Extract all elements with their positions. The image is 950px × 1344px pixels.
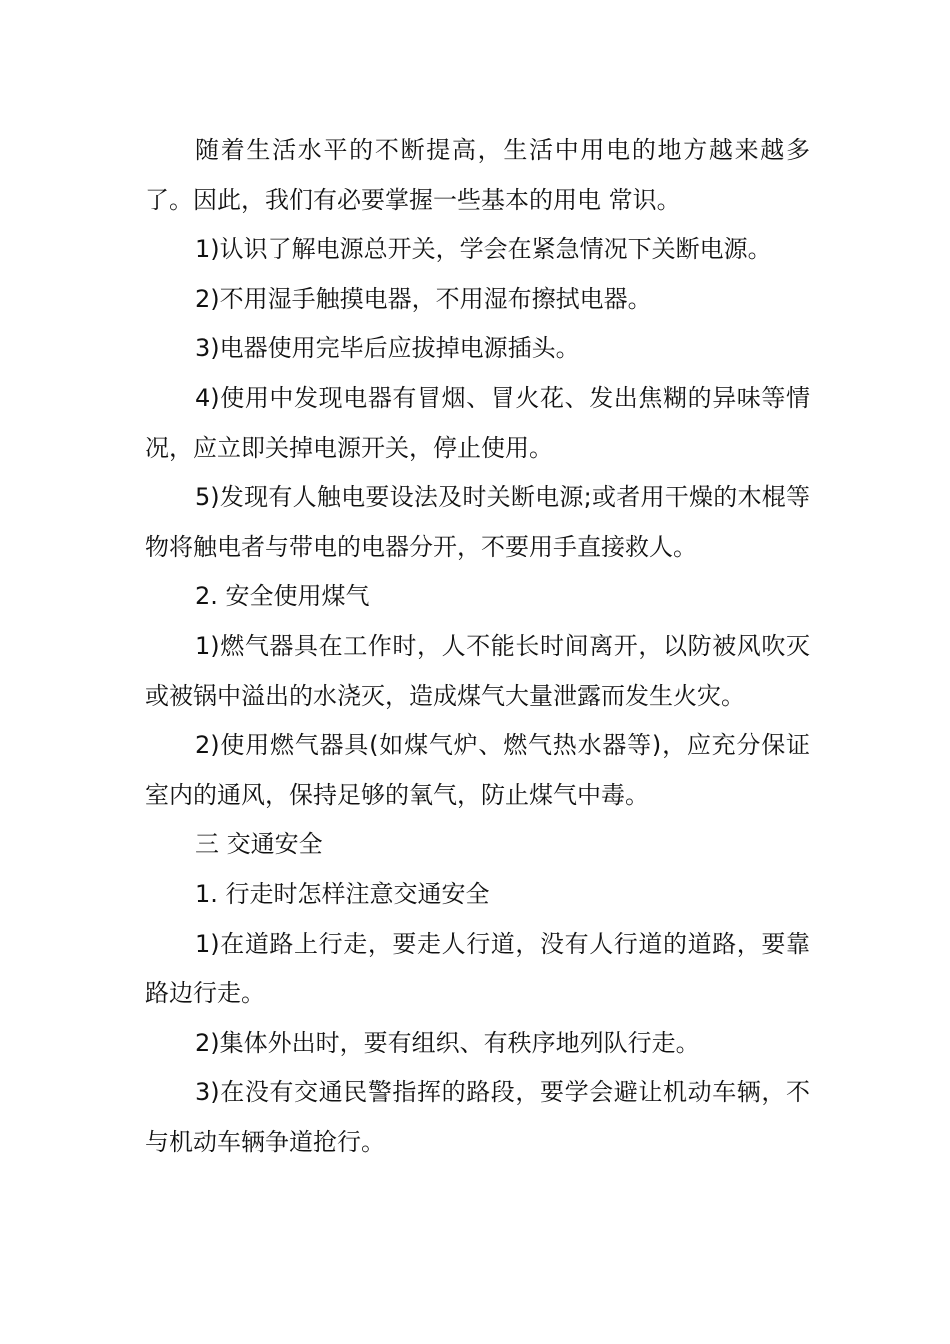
electric-tip-3: 3)电器使用完毕后应拔掉电源插头。 xyxy=(195,334,580,363)
electric-tip-2: 2)不用湿手触摸电器，不用湿布擦拭电器。 xyxy=(195,284,652,313)
electric-tip-4: 4)使用中发现电器有冒烟、冒火花、发出焦糊的异味等情况，应立即关掉电源开关，停止使用。 xyxy=(145,383,810,462)
electric-tip-1: 1)认识了解电源总开关，学会在紧急情况下关断电源。 xyxy=(195,235,772,264)
document-body xyxy=(145,126,810,1167)
intro-paragraph: 随着生活水平的不断提高，生活中用电的地方越来越多了。因此，我们有必要掌握一些基本的用电 常识。 xyxy=(145,136,810,214)
gas-tip-2: 2)使用燃气器具(如煤气炉、燃气热水器等)，应充分保证室内的通风，保持足够的氧气，防止煤气中毒。 xyxy=(145,731,810,809)
gas-safety-heading: 2. 安全使用煤气 xyxy=(195,582,370,611)
electric-tip-5: 5)发现有人触电要设法及时关断电源;或者用干燥的木棍等物将触电者与带电的电器分开，不要用手直接救人。 xyxy=(145,483,810,561)
gas-tip-1: 1)燃气器具在工作时，人不能长时间离开，以防被风吹灭或被锅中溢出的水浇灭，造成煤气大量泄露而发生火灾。 xyxy=(145,631,810,710)
walking-tip-2: 2)集体外出时，要有组织、有秩序地列队行走。 xyxy=(195,1028,700,1057)
walking-safety-heading: 1. 行走时怎样注意交通安全 xyxy=(195,879,490,908)
walking-tip-3: 3)在没有交通民警指挥的路段，要学会避让机动车辆，不与机动车辆争道抢行。 xyxy=(145,1078,810,1156)
walking-tip-1: 1)在道路上行走，要走人行道，没有人行道的道路，要靠路边行走。 xyxy=(145,929,810,1008)
traffic-safety-heading: 三 交通安全 xyxy=(195,830,323,859)
